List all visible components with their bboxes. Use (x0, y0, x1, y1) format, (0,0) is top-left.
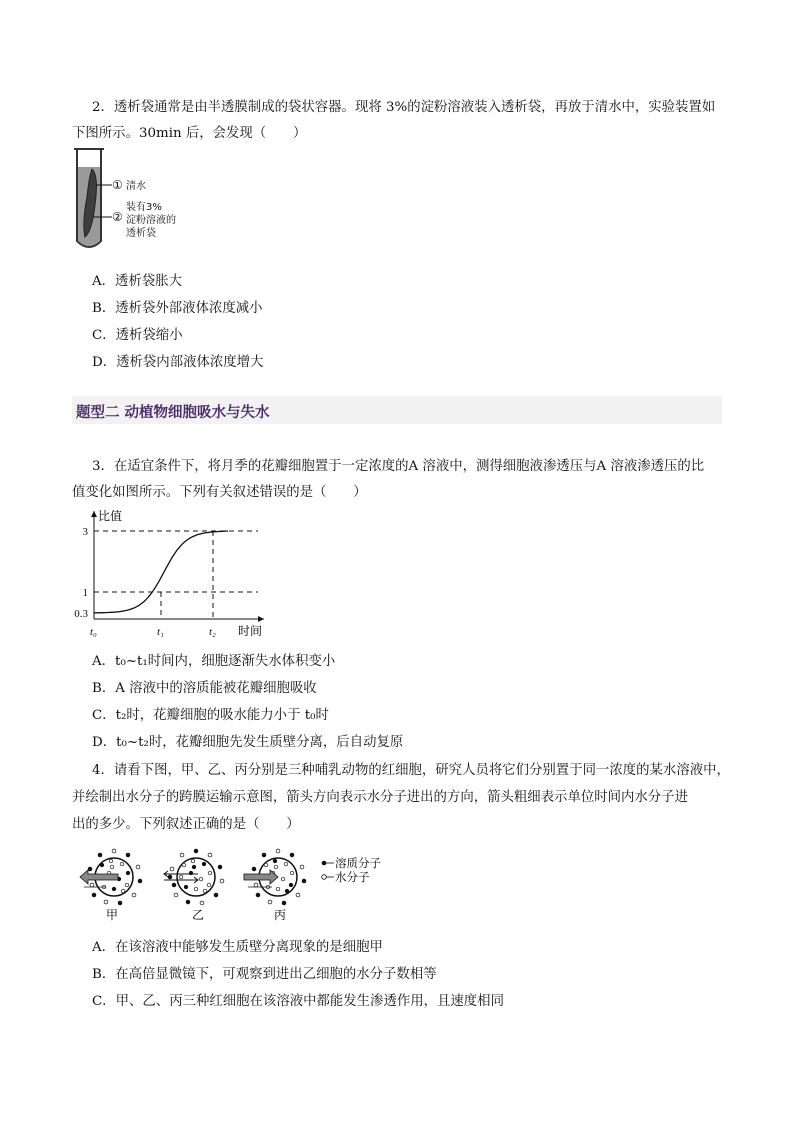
water-dot (276, 887, 280, 891)
ratio-curve (94, 531, 228, 613)
label2-line1: 装有3% (126, 202, 162, 213)
q3-option-b[interactable]: B．A 溶液中的溶质能被花瓣细胞吸收 (92, 681, 317, 696)
y-axis-label: 比值 (98, 509, 123, 523)
q2-stem-line1: 2．透析袋通常是由半透膜制成的袋状容器。现将 3%的淀粉溶液装入透析袋，再放于清水中，实验装置如 (92, 100, 716, 115)
water-dot (180, 853, 184, 857)
q3-ratio-chart (68, 505, 278, 640)
water-dot (290, 871, 294, 875)
label1-text: 清水 (126, 181, 146, 192)
q2-option-c[interactable]: C．透析袋缩小 (92, 328, 183, 343)
water-dot (120, 862, 124, 866)
solute-dot (273, 859, 277, 863)
water-dot (300, 865, 304, 869)
q2-option-a[interactable]: A．透析袋胀大 (92, 274, 183, 289)
solute-dot (262, 853, 266, 857)
q2-option-b[interactable]: B．透析袋外部液体浓度减小 (92, 301, 263, 316)
water-dot (182, 863, 186, 867)
q4-option-c[interactable]: C．甲、乙、丙三种红细胞在该溶液中都能发生渗透作用，且速度相同 (92, 994, 504, 1009)
q4-stem-line3: 出的多少。下列叙述正确的是（ ） (72, 817, 300, 832)
y-tick-1: 1 (82, 587, 88, 599)
q4-stem-line2: 并绘制出水分子的跨膜运输示意图，箭头方向表示水分子进出的方向，箭头粗细表示单位时间内水分子进 (72, 790, 688, 805)
section-header (72, 396, 722, 424)
water-dot (268, 900, 272, 904)
q2-option-d[interactable]: D．透析袋内部液体浓度增大 (92, 355, 264, 370)
label2-line3: 透析袋 (126, 228, 156, 239)
water-dot (203, 889, 207, 893)
q3-option-a[interactable]: A．t₀~t₁时间内，细胞逐渐失水体积变小 (92, 654, 336, 669)
solute-dot (92, 893, 96, 897)
q2-test-tube-figure (68, 145, 198, 255)
water-dot (284, 862, 288, 866)
solute-dot (88, 867, 92, 871)
y-tick-2: 3 (82, 526, 88, 538)
x-tick-2: t₂ (209, 626, 216, 638)
water-dot (281, 877, 285, 881)
water-dot (104, 900, 108, 904)
water-dot (207, 883, 211, 887)
q3-stem-line1: 3．在适宜条件下，将月季的花瓣细胞置于一定浓度的A 溶液中，测得细胞液渗透压与A 溶液渗透压的比 (92, 459, 705, 474)
solute-dot (100, 863, 104, 867)
water-dot (121, 889, 125, 893)
water-dot (208, 871, 212, 875)
solute-dot (138, 879, 142, 883)
solute-dot (168, 875, 172, 879)
q3-option-d[interactable]: D．t₀~t₂时，花瓣细胞先发生质壁分离，后自动复原 (92, 735, 404, 750)
solute-dot (256, 893, 260, 897)
water-dot (110, 865, 114, 869)
legend-water-dot (322, 875, 327, 880)
solute-dot (172, 883, 176, 887)
water-out-arrow (80, 870, 118, 884)
x-tick-1: t₁ (157, 626, 164, 638)
cell-label-bing: 丙 (274, 908, 287, 922)
water-dot (179, 875, 183, 879)
water-dot (200, 901, 204, 905)
cell-label-jia: 甲 (106, 908, 119, 922)
legend-solute-dot (322, 861, 327, 866)
q4-cells-figure (74, 845, 404, 927)
q4-stem-line1: 4．请看下图，甲、乙、丙分别是三种哺乳动物的红细胞，研究人员将它们分别置于同一浓度的某水溶液中， (92, 763, 730, 778)
solute-dot (214, 893, 218, 897)
water-in-arrow (244, 870, 278, 884)
y-tick-0: 0.3 (74, 608, 88, 620)
x-axis-label: 时间 (238, 624, 263, 638)
water-dot (220, 879, 224, 883)
water-dot (132, 893, 136, 897)
solute-dot (126, 871, 130, 875)
label2-line2: 淀粉溶液的 (126, 215, 176, 226)
water-dot (208, 853, 212, 857)
x-tick-0: t₀ (90, 626, 97, 638)
q3-stem-line2: 值变化如图所示。下列有关叙述错误的是（ ） (72, 485, 367, 500)
water-dot (254, 883, 258, 887)
solute-dot (126, 853, 130, 857)
label2-num: ② (112, 210, 123, 224)
water-dot (276, 849, 280, 853)
solute-dot (112, 887, 116, 891)
solute-dot (192, 865, 196, 869)
q2-stem-line2: 下图所示。30min 后，会发现（ ） (72, 126, 307, 141)
solute-dot (285, 889, 289, 893)
solute-dot (194, 849, 198, 853)
water-dot (125, 883, 129, 887)
section-title: 题型二 动植物细胞吸水与失水 (76, 405, 270, 421)
water-dot (90, 883, 94, 887)
solute-dot (289, 883, 293, 887)
water-dot (191, 859, 195, 863)
water-dot (199, 877, 203, 881)
solute-dot (184, 885, 188, 889)
q4-option-b[interactable]: B．在高倍显微镜下，可观察到进出乙细胞的水分子数相等 (92, 967, 437, 982)
solute-dot (282, 901, 286, 905)
water-dot (296, 893, 300, 897)
solute-dot (98, 853, 102, 857)
solute-dot (252, 867, 256, 871)
solute-dot (118, 901, 122, 905)
water-dot (264, 863, 268, 867)
water-dot (194, 887, 198, 891)
q3-option-c[interactable]: C．t₂时，花瓣细胞的吸水能力小于 t₀时 (92, 708, 329, 723)
water-dot (109, 859, 113, 863)
solute-dot (202, 862, 206, 866)
solute-dot (302, 879, 306, 883)
water-dot (274, 865, 278, 869)
label1-num: ① (112, 178, 123, 192)
solute-dot (290, 853, 294, 857)
q4-option-a[interactable]: A．在该溶液中能够发生质壁分离现象的是细胞甲 (92, 940, 383, 955)
solute-dot (186, 900, 190, 904)
legend-water-label: 水分子 (335, 870, 370, 884)
cell-label-yi: 乙 (192, 908, 205, 922)
water-dot (170, 867, 174, 871)
water-dot (112, 849, 116, 853)
solute-dot (218, 865, 222, 869)
legend-solute-label: 溶质分子 (335, 856, 381, 870)
water-dot (136, 865, 140, 869)
water-dot (174, 893, 178, 897)
